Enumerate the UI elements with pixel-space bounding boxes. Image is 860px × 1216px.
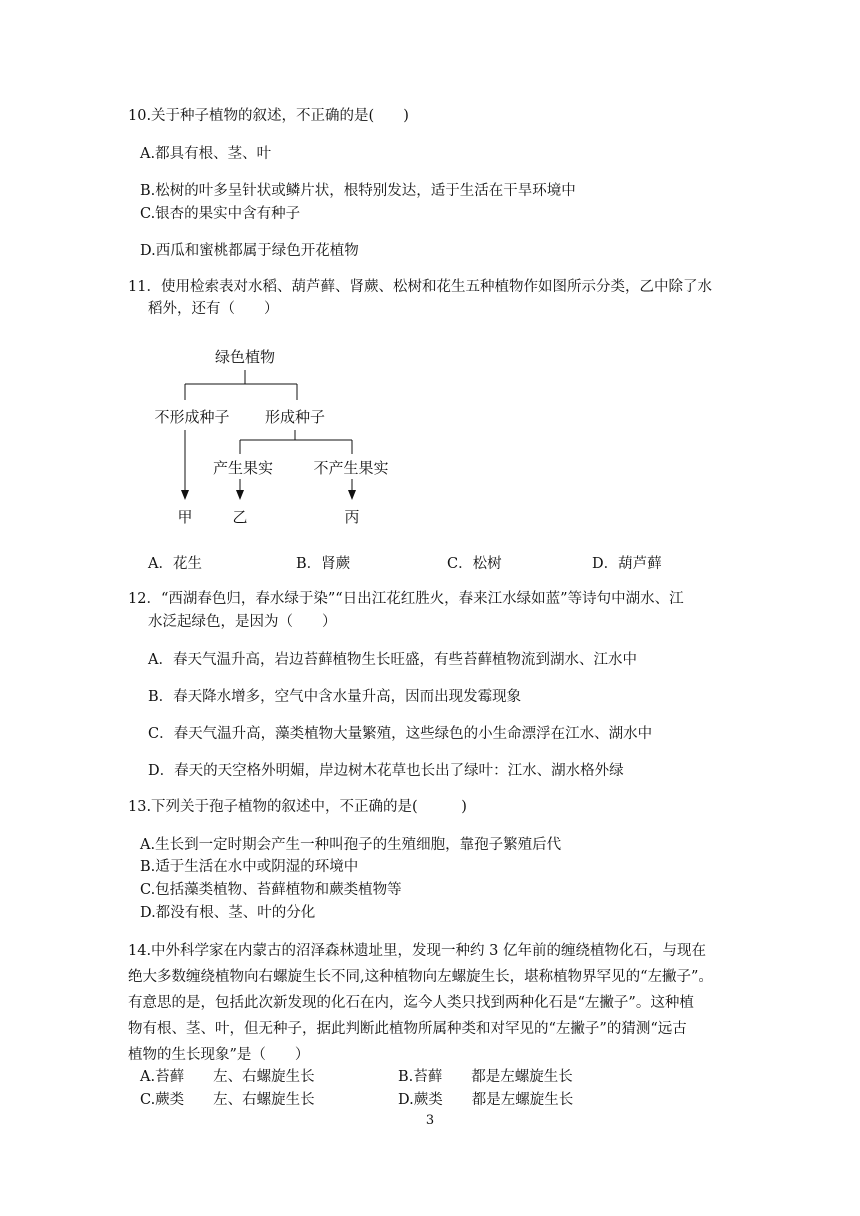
q12-option-d: D．春天的天空格外明媚，岸边树木花草也长出了绿叶：江水、湖水格外绿 — [148, 763, 624, 779]
q11-option-a: A．花生 — [148, 556, 202, 572]
q10-option-c: C.银杏的果实中含有种子 — [140, 206, 301, 222]
q14-option-a: A.苔藓 左、右螺旋生长 — [140, 1069, 315, 1085]
q14-option-c: C.蕨类 左、右螺旋生长 — [140, 1092, 315, 1108]
q11-stem-line2: 稻外，还有（ ） — [148, 301, 279, 317]
node-seed: 形成种子 — [264, 408, 326, 426]
q12-option-b: B．春天降水增多，空气中含水量升高，因而出现发霉现象 — [148, 689, 522, 705]
q11-option-b: B．肾蕨 — [296, 556, 351, 572]
q14-line2: 绝大多数缠绕植物向右螺旋生长不同,这种植物向左螺旋生长，堪称植物界罕见的“左撇子”。 — [128, 969, 713, 985]
q12-stem-line1: 12．“西湖春色归，春水绿于染”“日出江花红胜火，春来江水绿如蓝”等诗句中湖水、江 — [128, 591, 684, 607]
q13-option-b: B.适于生活在水中或阴湿的环境中 — [140, 859, 359, 875]
classification-key-diagram — [145, 340, 445, 540]
q11-option-c: C．松树 — [447, 556, 502, 572]
q13-stem: 13.下列关于孢子植物的叙述中，不正确的是( ) — [128, 799, 467, 815]
q14-option-b: B.苔藓 都是左螺旋生长 — [398, 1069, 573, 1085]
node-no-seed: 不形成种子 — [154, 408, 230, 426]
node-green-plants: 绿色植物 — [214, 348, 276, 366]
q11-stem-line1: 11．使用检索表对水稻、葫芦藓、肾蕨、松树和花生五种植物作如图所示分类，乙中除了水 — [128, 279, 712, 295]
q13-option-d: D.都没有根、茎、叶的分化 — [140, 905, 316, 921]
q14-line1: 14.中外科学家在内蒙古的沼泽森林遗址里，发现一种约 3 亿年前的缠绕植物化石，与现在 — [128, 943, 706, 959]
q14-option-d: D.蕨类 都是左螺旋生长 — [398, 1092, 574, 1108]
q12-stem-line2: 水泛起绿色，是因为（ ） — [148, 614, 337, 630]
q14-line4: 物有根、茎、叶，但无种子，据此判断此植物所属种类和对罕见的“左撇子”的猜测“远古 — [128, 1021, 687, 1037]
q14-line3: 有意思的是，包括此次新发现的化石在内，迄今人类只找到两种化石是“左撇子”。这种植 — [128, 995, 694, 1011]
q12-option-c: C．春天气温升高，藻类植物大量繁殖，这些绿色的小生命漂浮在江水、湖水中 — [148, 726, 653, 742]
q11-option-d: D．葫芦藓 — [592, 556, 662, 572]
page-number: 3 — [425, 1113, 435, 1128]
node-yi: 乙 — [232, 508, 248, 526]
node-jia: 甲 — [177, 508, 193, 526]
q10-option-b: B.松树的叶多呈针状或鳞片状，根特别发达，适于生活在干旱环境中 — [140, 183, 576, 199]
q10-stem: 10.关于种子植物的叙述，不正确的是( ) — [128, 108, 409, 124]
q13-option-c: C.包括藻类植物、苔藓植物和蕨类植物等 — [140, 882, 402, 898]
q10-option-a: A.都具有根、茎、叶 — [140, 146, 272, 162]
node-fruit: 产生果实 — [212, 459, 274, 477]
q10-option-d: D.西瓜和蜜桃都属于绿色开花植物 — [140, 243, 359, 259]
q12-option-a: A．春天气温升高，岩边苔藓植物生长旺盛，有些苔藓植物流到湖水、江水中 — [148, 652, 637, 668]
node-bing: 丙 — [344, 508, 360, 526]
q13-option-a: A.生长到一定时期会产生一种叫孢子的生殖细胞，靠孢子繁殖后代 — [140, 837, 562, 853]
node-no-fruit: 不产生果实 — [313, 459, 389, 477]
q14-line5: 植物的生长现象”是（ ） — [128, 1047, 310, 1063]
